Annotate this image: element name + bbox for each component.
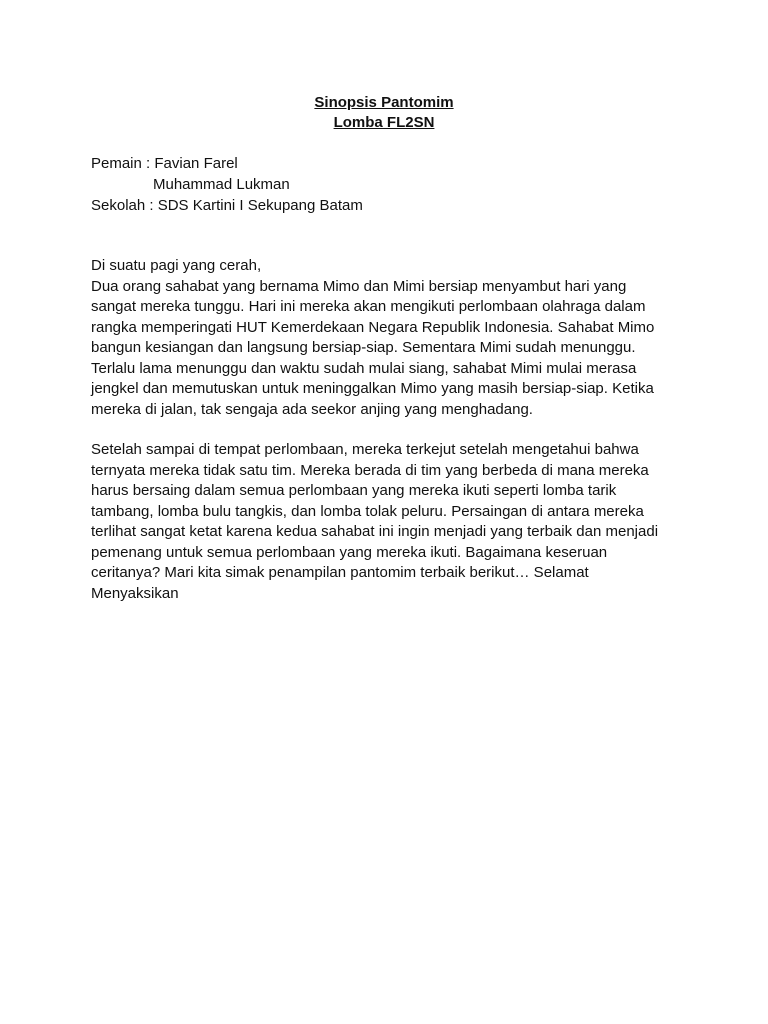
paragraph-line: pemenang untuk semua perlombaan yang mereka ikuti. Bagaimana keseruan [91, 543, 608, 561]
synopsis-paragraph-2 [91, 440, 671, 604]
paragraph-line: sangat mereka tunggu. Hari ini mereka akan mengikuti perlombaan olahraga dalam [91, 298, 646, 315]
school-row [91, 195, 363, 216]
paragraph-line: harus bersaing dalam semua perlombaan yang mereka ikuti seperti lomba tarik [91, 482, 617, 499]
paragraph-line: tambang, lomba bulu tangkis, dan lomba tolak peluru. Persaingan di antara mereka [91, 502, 644, 520]
paragraph-line: rangka memperingati HUT Kemerdekaan Negara Republik Indonesia. Sahabat Mimo [91, 318, 655, 336]
players-row-2 [91, 174, 363, 195]
paragraph-line: bangun kesiangan dan langsung bersiap-siap. Sementara Mimi sudah menunggu. [91, 339, 636, 356]
paragraph-line: Setelah sampai di tempat perlombaan, mereka terkejut setelah mengetahui bahwa [91, 441, 639, 458]
school-label: Sekolah : [91, 197, 158, 214]
paragraph-line: Dua orang sahabat yang bernama Mimo dan Mimi bersiap menyambut hari yang [91, 277, 627, 295]
synopsis-paragraph-1 [91, 256, 671, 420]
school-name: SDS Kartini I Sekupang Batam [157, 197, 363, 214]
paragraph-line: ceritanya? Mari kita simak penampilan pantomim terbaik berikut… Selamat [91, 564, 589, 581]
paragraph-line: Terlalu lama menunggu dan waktu sudah mulai siang, sahabat Mimi mulai merasa [91, 359, 637, 377]
paragraph-line: mereka di jalan, tak sengaja ada seekor anjing yang menghadang. [91, 400, 533, 418]
paragraph-line: Menyaksikan [91, 584, 179, 602]
player-2: Muhammad Lukman [153, 176, 290, 193]
title-line-2: Lomba FL2SN [333, 114, 435, 131]
participant-info [91, 153, 363, 216]
title-line-1: Sinopsis Pantomim [314, 94, 454, 111]
paragraph-line: ternyata mereka tidak satu tim. Mereka berada di tim yang berbeda di mana mereka [91, 461, 649, 479]
player-1: Favian Farel [154, 155, 238, 172]
document-title [0, 93, 768, 133]
paragraph-line: terlihat sangat ketat karena kedua sahabat ini ingin menjadi yang terbaik dan menjadi [91, 523, 659, 540]
players-label: Pemain : [91, 155, 155, 172]
players-row [91, 153, 363, 174]
paragraph-line: jengkel dan memutuskan untuk meninggalkan Mimo yang masih bersiap-siap. Ketika [91, 380, 654, 397]
paragraph-line: Di suatu pagi yang cerah, [91, 257, 262, 274]
